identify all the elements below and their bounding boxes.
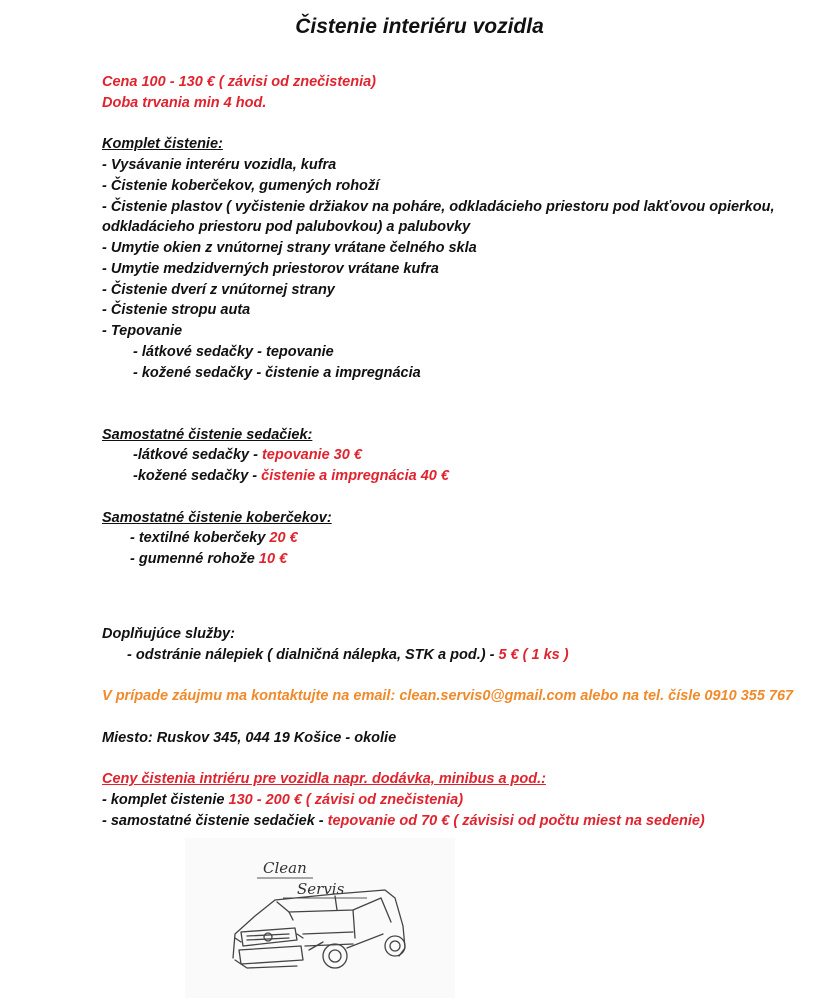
seats-heading: Samostatné čistenie sedačiek: [102, 427, 313, 443]
list-item [130, 549, 287, 569]
list-item: - Čistenie koberčekov, gumených rohoží [102, 178, 380, 194]
list-item [130, 528, 298, 548]
van-heading: Ceny čistenia intriéru pre vozidla napr. dodávka, minibus a pod.: [102, 771, 546, 787]
clean-servis-logo [185, 838, 455, 998]
mats-heading: Samostatné čistenie koberčekov: [102, 510, 332, 526]
item-price: tepovanie od 70 € ( závisisi od počtu miest na sedenie) [327, 813, 705, 829]
komplet-heading: Komplet čistenie: [102, 136, 223, 152]
location-info: Miesto: Ruskov 345, 044 19 Košice - okolie [102, 730, 397, 746]
item-label: - textilné koberčeky [130, 530, 270, 546]
logo-background [185, 838, 455, 998]
list-item [102, 790, 463, 810]
item-label: -látkové sedačky - [133, 447, 262, 463]
item-price: tepovanie 30 € [261, 447, 362, 463]
sub-list-item: - kožené sedačky - čistenie a impregnácia [133, 365, 421, 381]
list-item [133, 466, 449, 486]
list-item: odkladácieho priestoru pod palubovkou) a palubovky [102, 219, 471, 235]
contact-info: V prípade záujmu ma kontaktujte na email: clean.servis0@gmail.com alebo na tel. čísle 0910 355 767 [102, 688, 794, 704]
item-label: - komplet čistenie [102, 792, 229, 808]
item-price: čistenie a impregnácia 40 € [261, 468, 449, 484]
sub-list-item: - látkové sedačky - tepovanie [133, 344, 334, 360]
item-price: 10 € [258, 551, 288, 567]
page-title: Čistenie interiéru vozidla [295, 15, 544, 38]
list-item [133, 445, 362, 465]
logo-word-clean: Clean [263, 859, 307, 877]
item-label: - samostatné čistenie sedačiek - [102, 813, 328, 829]
item-price: 20 € [269, 530, 298, 546]
item-label: -kožené sedačky - [133, 468, 262, 484]
logo-word-servis: Servis [297, 880, 345, 898]
list-item: - Vysávanie interéru vozidla, kufra [102, 157, 337, 173]
item-price: 5 € ( 1 ks ) [498, 647, 569, 663]
duration-info: Doba trvania min 4 hod. [102, 95, 267, 111]
list-item: - Tepovanie [102, 323, 183, 339]
list-item: - Čistenie dverí z vnútornej strany [102, 282, 335, 298]
item-price: 130 - 200 € ( závisi od znečistenia) [228, 792, 464, 808]
list-item [102, 811, 705, 831]
item-label: - gumenné rohože [130, 551, 259, 567]
list-item [127, 645, 569, 665]
price-info: Cena 100 - 130 € ( závisi od znečistenia) [102, 74, 377, 90]
extra-heading: Doplňujúce služby: [102, 626, 235, 642]
item-label: - odstránie nálepiek ( dialničná nálepka, STK a pod.) - [127, 647, 499, 663]
list-item: - Čistenie plastov ( vyčistenie držiakov na poháre, odkladácieho priestoru pod lakťovou opierkou, [102, 199, 775, 215]
list-item: - Umytie medzidverných priestorov vrátane kufra [102, 261, 439, 277]
list-item: - Umytie okien z vnútornej strany vrátane čelného skla [102, 240, 477, 256]
list-item: - Čistenie stropu auta [102, 302, 251, 318]
